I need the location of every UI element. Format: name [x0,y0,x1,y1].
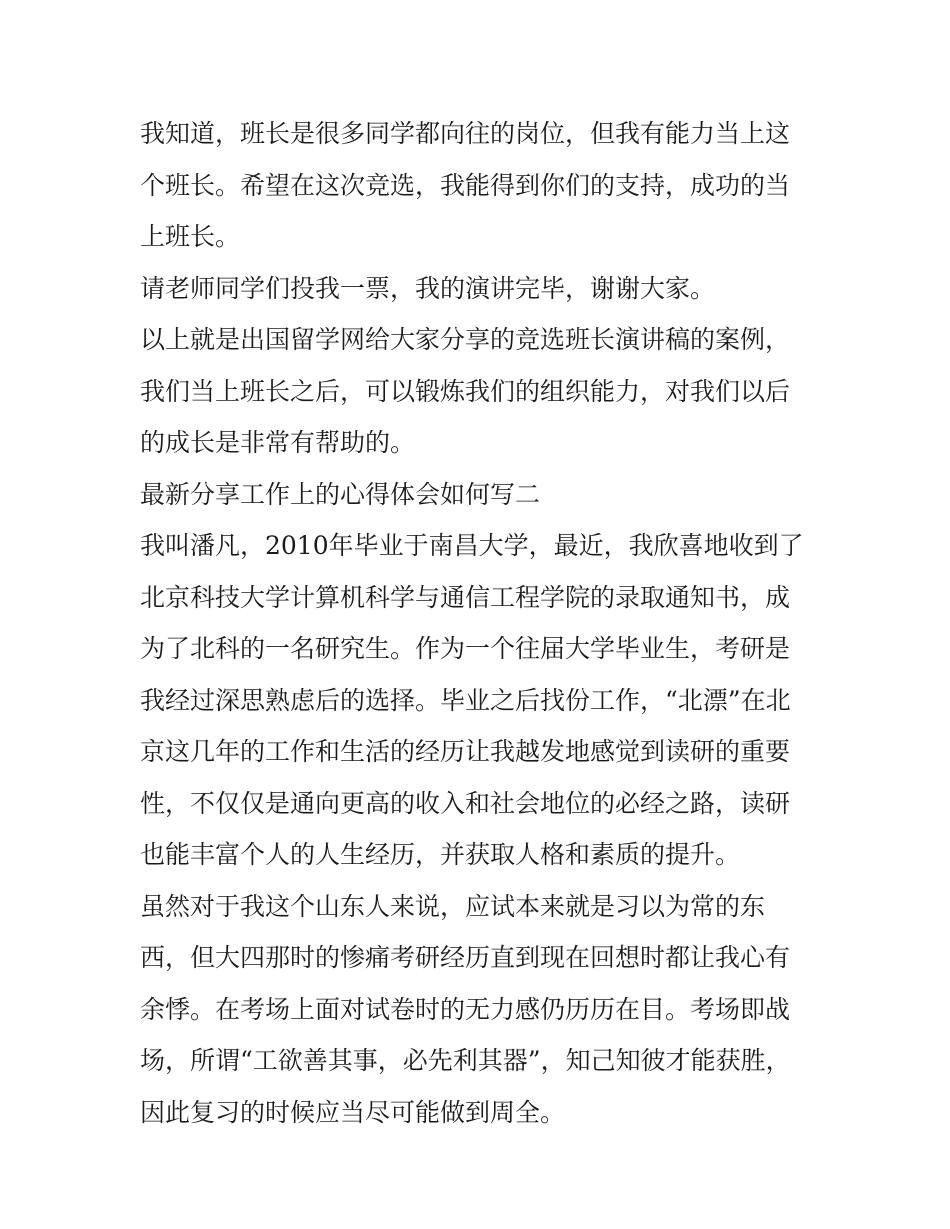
document-body [140,108,812,1138]
paragraph-introduction: 我叫潘凡，2010年毕业于南昌大学，最近，我欣喜地收到了北京科技大学计算机科学与通信工程学院的录取通知书，成为了北科的一名研究生。作为一个往届大学毕业生，考研是我经过深思熟虑后的选择。毕业之后找份工作，“北漂”在北京这几年的工作和生活的经历让我越发地感觉到读研的重要性，不仅仅是通向更高的收入和社会地位的必经之路，读研也能丰富个人的人生经历，并获取人格和素质的提升。 [140,531,804,869]
section-heading: 最新分享工作上的心得体会如何写二 [140,479,541,509]
paragraph-campaign-closing: 我知道，班长是很多同学都向往的岗位，但我有能力当上这个班长。希望在这次竞选，我能得到你们的支持，成功的当上班长。 [140,119,791,251]
paragraph-vote-request: 请老师同学们投我一票，我的演讲完毕，谢谢大家。 [140,273,716,303]
paragraph-exam-experience: 虽然对于我这个山东人来说，应试本来就是习以为常的东西，但大四那时的惨痛考研经历直到现在回想时都让我心有余悸。在考场上面对试卷时的无力感仍历历在目。考场即战场，所谓“工欲善其事，必先利其器”，知己知彼才能获胜，因此复习的时候应当尽可能做到周全。 [140,891,791,1127]
paragraph-summary: 以上就是出国留学网给大家分享的竞选班长演讲稿的案例，我们当上班长之后，可以锻炼我们的组织能力，对我们以后的成长是非常有帮助的。 [140,325,791,457]
